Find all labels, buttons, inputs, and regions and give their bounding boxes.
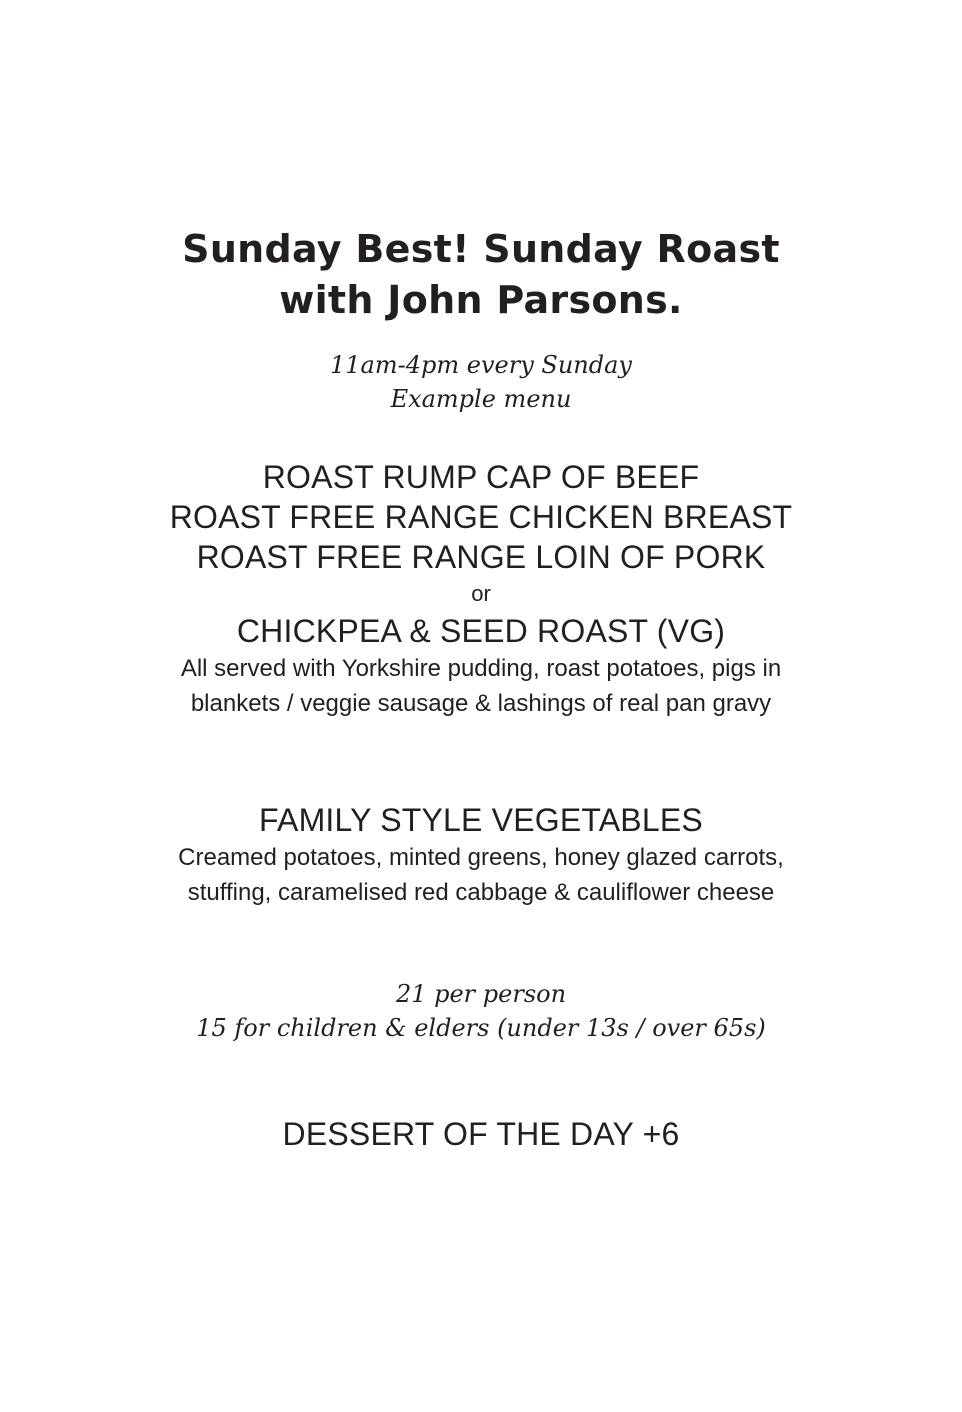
serving-hours: 11am-4pm every Sunday — [330, 351, 632, 379]
vegetables-section — [0, 800, 962, 910]
menu-subtitle — [0, 348, 962, 416]
mains-separator: or — [471, 581, 491, 606]
example-menu-note: Example menu — [390, 385, 572, 413]
main-item-beef: ROAST RUMP CAP OF BEEF — [262, 459, 700, 495]
vegetables-heading: FAMILY STYLE VEGETABLES — [259, 802, 703, 838]
menu-title-line-1: Sunday Best! Sunday Roast — [182, 227, 780, 271]
adult-price: 21 per person — [395, 980, 567, 1008]
dessert-label: DESSERT OF THE DAY +6 — [282, 1116, 680, 1152]
pricing-section — [0, 977, 962, 1045]
mains-description-line-2: blankets / veggie sausage & lashings of real pan gravy — [190, 690, 772, 717]
mains-description-line-1: All served with Yorkshire pudding, roast potatoes, pigs in — [180, 655, 782, 682]
menu-title-line-2: with John Parsons. — [279, 278, 683, 322]
main-item-chicken: ROAST FREE RANGE CHICKEN BREAST — [169, 499, 793, 535]
vegetables-description-line-2: stuffing, caramelised red cabbage & cauliflower cheese — [187, 879, 775, 906]
mains-section — [0, 457, 962, 721]
main-item-vegan: CHICKPEA & SEED ROAST (VG) — [236, 613, 726, 649]
dessert-section — [0, 1114, 962, 1154]
vegetables-description-line-1: Creamed potatoes, minted greens, honey glazed carrots, — [178, 844, 784, 871]
concession-price: 15 for children & elders (under 13s / over 65s) — [196, 1014, 766, 1042]
main-item-pork: ROAST FREE RANGE LOIN OF PORK — [196, 539, 766, 575]
menu-title — [0, 224, 962, 326]
